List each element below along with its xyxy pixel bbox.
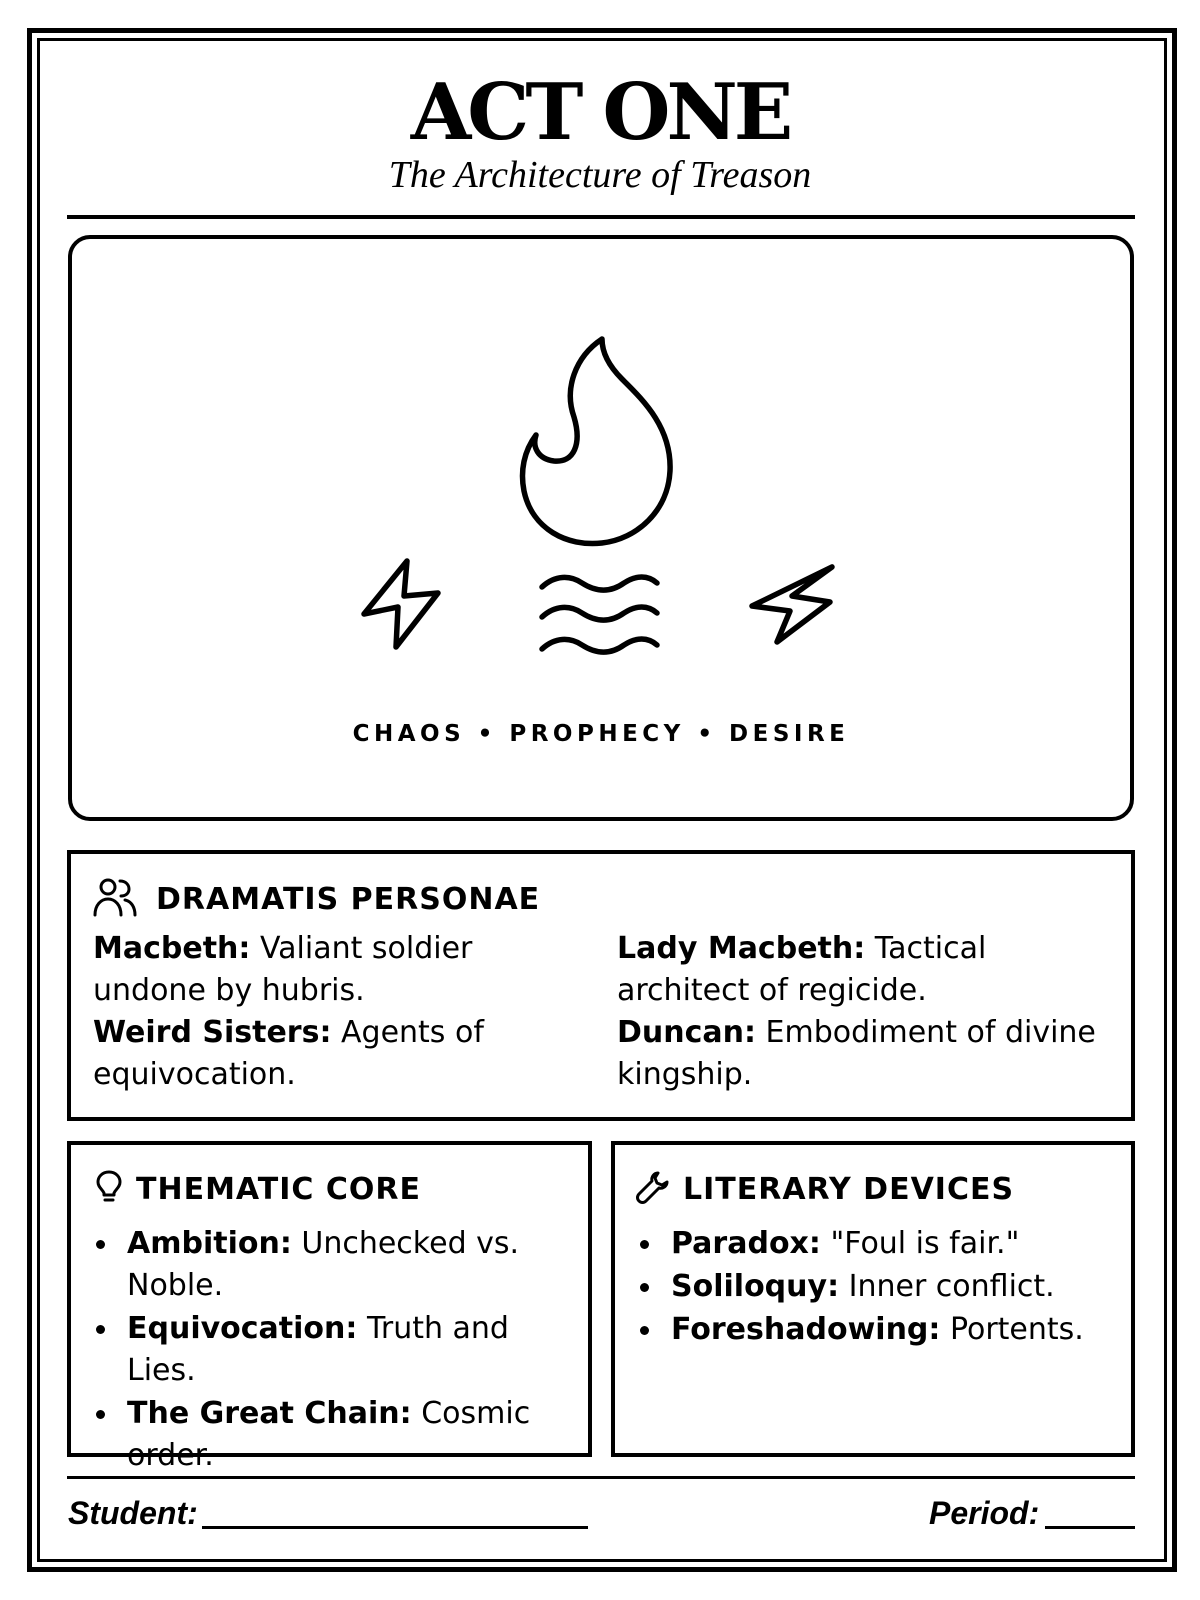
list-item (93, 1308, 563, 1392)
character-entry (93, 1012, 583, 1096)
lightning-left-icon (364, 561, 438, 647)
flame-icon (523, 339, 671, 544)
list-item (637, 1223, 1107, 1265)
thematic-heading-row (94, 1169, 421, 1210)
character-name: Weird Sisters: (93, 1015, 332, 1050)
character-entry (93, 928, 583, 1012)
people-icon (92, 876, 138, 923)
student-label: Student: (68, 1495, 198, 1531)
header-rule (67, 215, 1135, 219)
term-desc: Inner conflict. (848, 1269, 1055, 1304)
term-desc: Cosmic order. (127, 1396, 531, 1473)
period-field[interactable] (1045, 1526, 1135, 1529)
term: Foreshadowing: (671, 1312, 941, 1347)
character-desc: Agents of equivocation. (93, 1015, 484, 1092)
thematic-heading: THEMATIC CORE (136, 1171, 422, 1207)
term: Soliloquy: (671, 1269, 840, 1304)
thematic-core-panel (67, 1141, 592, 1473)
list-item (93, 1393, 563, 1477)
waves-icon (542, 577, 657, 652)
lightbulb-icon (94, 1169, 124, 1210)
footer-rule (67, 1476, 1135, 1479)
list-item (637, 1309, 1107, 1351)
hero-panel (68, 235, 1134, 821)
term-desc: Truth and Lies. (127, 1311, 509, 1388)
page-title: ACT ONE (410, 67, 790, 158)
lightning-right-icon (752, 567, 832, 642)
literary-devices-panel (611, 1141, 1135, 1457)
hero-caption: CHAOS • PROPHECY • DESIRE (352, 721, 850, 747)
dramatis-personae-panel (67, 850, 1135, 1121)
term: Paradox: (671, 1226, 821, 1261)
term-desc: Portents. (949, 1312, 1084, 1347)
wrench-icon (635, 1169, 671, 1210)
character-name: Macbeth: (93, 931, 251, 966)
term: Equivocation: (127, 1311, 358, 1346)
devices-list (637, 1223, 1107, 1352)
term: The Great Chain: (127, 1396, 412, 1431)
period-label: Period: (929, 1495, 1040, 1531)
devices-heading-row (635, 1169, 1014, 1210)
character-desc: Tactical architect of regicide. (617, 931, 987, 1008)
list-item (93, 1223, 563, 1307)
character-entry (617, 928, 1107, 1012)
dramatis-heading: DRAMATIS PERSONAE (156, 881, 541, 917)
character-desc: Embodiment of divine kingship. (617, 1015, 1096, 1092)
character-entry (617, 1012, 1107, 1096)
character-name: Duncan: (617, 1015, 756, 1050)
term: Ambition: (127, 1226, 292, 1261)
list-item (637, 1266, 1107, 1308)
term-desc: "Foul is fair." (830, 1226, 1020, 1261)
student-name-field[interactable] (202, 1526, 588, 1529)
dramatis-heading-row (92, 876, 540, 923)
page-subtitle: The Architecture of Treason (388, 154, 812, 196)
devices-heading: LITERARY DEVICES (683, 1171, 1015, 1207)
term-desc: Unchecked vs. Noble. (127, 1226, 520, 1303)
character-desc: Valiant soldier undone by hubris. (93, 931, 473, 1008)
character-name: Lady Macbeth: (617, 931, 866, 966)
thematic-list (93, 1223, 563, 1478)
